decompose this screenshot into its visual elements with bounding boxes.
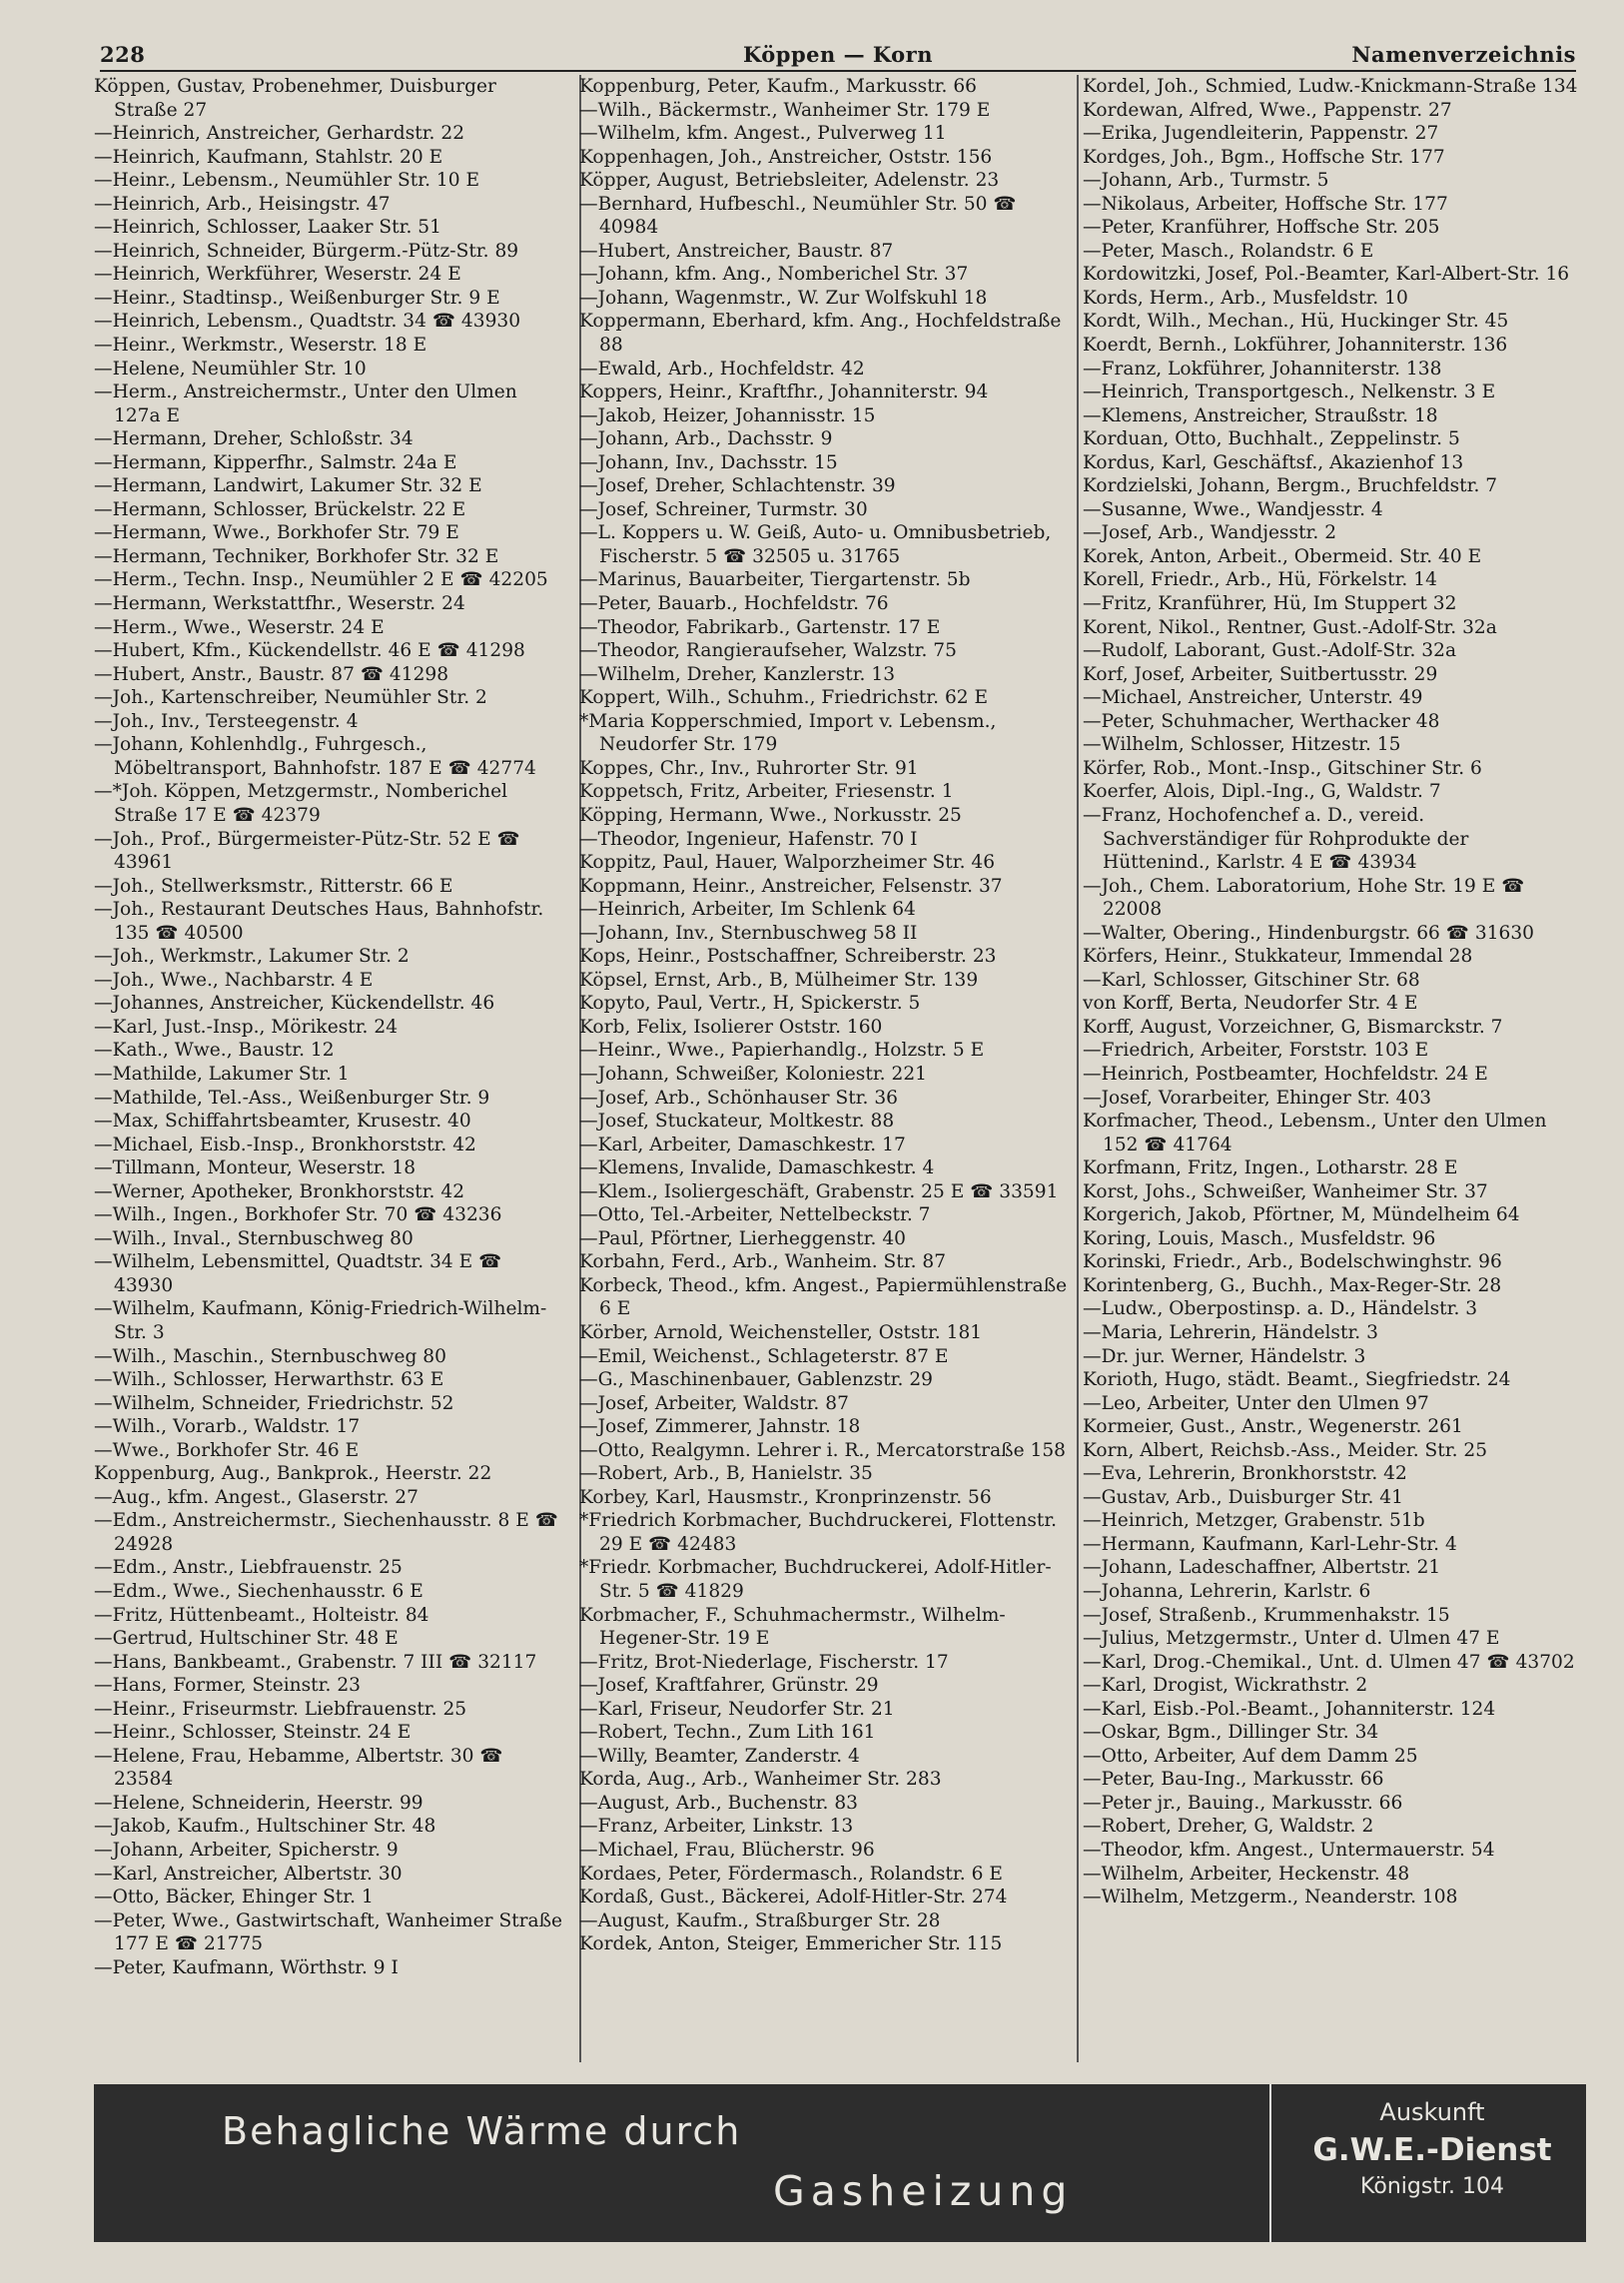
directory-entry: Körber, Arnold, Weichensteller, Oststr. 181	[579, 1321, 983, 1343]
directory-entry: Köpping, Hermann, Wwe., Norkusstr. 25	[579, 804, 962, 826]
directory-entry: —Bernhard, Hufbeschl., Neumühler Str. 50 ☎ 40984	[579, 193, 1017, 239]
directory-entry: Korduan, Otto, Buchhalt., Zeppelinstr. 5	[1083, 428, 1460, 450]
directory-entry: Koppenhagen, Joh., Anstreicher, Oststr. 156	[579, 146, 993, 168]
directory-entry: —Peter, Kaufmann, Wörthstr. 9 I	[94, 1956, 399, 1978]
advertisement-banner	[94, 2084, 1586, 2242]
directory-entry: —Josef, Schreiner, Turmstr. 30	[579, 498, 868, 520]
directory-entry: —Heinrich, Werkführer, Weserstr. 24 E	[94, 264, 461, 286]
directory-entry: —Walter, Obering., Hindenburgstr. 66 ☎ 31630	[1083, 922, 1535, 944]
directory-entry: —Wwe., Borkhofer Str. 46 E	[94, 1439, 360, 1461]
directory-entry: —Jakob, Heizer, Johannisstr. 15	[579, 404, 876, 426]
directory-entry: —Josef, Vorarbeiter, Ehinger Str. 403	[1083, 1087, 1432, 1109]
directory-entry: —Eva, Lehrerin, Bronkhorststr. 42	[1083, 1463, 1407, 1485]
directory-entry: —Peter, Bau-Ing., Markusstr. 66	[1083, 1769, 1384, 1791]
directory-entry: —Josef, Arb., Wandjesstr. 2	[1083, 522, 1337, 544]
directory-entry: —Wilh., Inval., Sternbuschweg 80	[94, 1227, 413, 1249]
directory-entry: Koppermann, Eberhard, kfm. Ang., Hochfeldstraße 88	[579, 311, 1062, 357]
directory-entry: —Johann, Kohlenhdlg., Fuhrgesch., Möbeltransport, Bahnhofstr. 187 E ☎ 42774	[94, 734, 536, 779]
directory-entry: Kordowitzki, Josef, Pol.-Beamter, Karl-Albert-Str. 16	[1083, 264, 1570, 286]
directory-entry: Koppenburg, Peter, Kaufm., Markusstr. 66	[579, 76, 978, 97]
directory-entry: —Marinus, Bauarbeiter, Tiergartenstr. 5b	[579, 569, 971, 591]
directory-entry: —Hermann, Techniker, Borkhofer Str. 32 E	[94, 545, 499, 567]
directory-entry: —Robert, Arb., B, Hanielstr. 35	[579, 1463, 873, 1485]
directory-entry: —Nikolaus, Arbeiter, Hoffsche Str. 177	[1083, 193, 1448, 215]
ad-headline-1: Behagliche Wärme durch	[222, 2109, 742, 2153]
directory-entry: —Peter, Wwe., Gastwirtschaft, Wanheimer Straße 177 E ☎ 21775	[94, 1909, 563, 1955]
directory-entry: —Peter, Bauarb., Hochfeldstr. 76	[579, 593, 889, 615]
directory-entry: —Edm., Wwe., Siechenhausstr. 6 E	[94, 1581, 423, 1602]
directory-entry: —Helene, Neumühler Str. 10	[94, 358, 367, 380]
directory-entry: —Kath., Wwe., Baustr. 12	[94, 1040, 335, 1062]
directory-entry: —August, Kaufm., Straßburger Str. 28	[579, 1909, 941, 1931]
directory-entry: —L. Koppers u. W. Geiß, Auto- u. Omnibusbetrieb, Fischerstr. 5 ☎ 32505 u. 31765	[579, 522, 1052, 567]
directory-entry: —Josef, Stuckateur, Moltkestr. 88	[579, 1111, 895, 1133]
directory-entry: Korek, Anton, Arbeit., Obermeid. Str. 40 E	[1083, 545, 1482, 567]
directory-entry: Korb, Felix, Isolierer Oststr. 160	[579, 1016, 883, 1038]
directory-entry: —Erika, Jugendleiterin, Pappenstr. 27	[1083, 123, 1439, 145]
directory-entry: —Johann, Wagenmstr., W. Zur Wolfskuhl 18	[579, 287, 988, 309]
directory-entry: —Wilh., Vorarb., Waldstr. 17	[94, 1416, 361, 1438]
directory-entry: —Karl, Eisb.-Pol.-Beamt., Johanniterstr. 124	[1083, 1698, 1496, 1720]
directory-entry: —Johann, Inv., Dachsstr. 15	[579, 451, 838, 473]
directory-entry: —Johann, Ladeschaffner, Albertstr. 21	[1083, 1557, 1441, 1579]
directory-entry: —Johann, Arb., Turmstr. 5	[1083, 170, 1329, 192]
directory-entry: Köpper, August, Betriebsleiter, Adelenstr. 23	[579, 170, 1000, 192]
directory-entry: —Joh., Inv., Tersteegenstr. 4	[94, 710, 359, 732]
directory-entry: —August, Arb., Buchenstr. 83	[579, 1792, 859, 1814]
directory-entry: —Wilhelm, Dreher, Kanzlerstr. 13	[579, 663, 896, 685]
directory-entry: —Heinrich, Metzger, Grabenstr. 51b	[1083, 1510, 1425, 1532]
ad-divider	[1269, 2084, 1271, 2242]
directory-entry: —Werner, Apotheker, Bronkhorststr. 42	[94, 1180, 465, 1202]
directory-entry: —Heinr., Friseurmstr. Liebfrauenstr. 25	[94, 1698, 467, 1720]
ad-info-label: Auskunft	[1379, 2098, 1485, 2126]
directory-entry: —Heinrich, Kaufmann, Stahlstr. 20 E	[94, 146, 443, 168]
directory-entry: —Karl, Just.-Insp., Mörikestr. 24	[94, 1016, 399, 1038]
ad-info-company: G.W.E.-Dienst	[1312, 2132, 1552, 2168]
directory-entry: —Maria, Lehrerin, Händelstr. 3	[1083, 1321, 1378, 1343]
directory-entry: —Wilhelm, Metzgerm., Neanderstr. 108	[1083, 1887, 1458, 1908]
directory-entry: Koerdt, Bernh., Lokführer, Johanniterstr. 136	[1083, 335, 1508, 357]
directory-entry: —Wilh., Bäckermstr., Wanheimer Str. 179 E	[579, 99, 991, 121]
directory-entry: —Karl, Drog.-Chemikal., Unt. d. Ulmen 47 ☎ 43702	[1083, 1651, 1575, 1673]
directory-entry: —Franz, Arbeiter, Linkstr. 13	[579, 1816, 854, 1838]
directory-entry: —Friedrich, Arbeiter, Forststr. 103 E	[1083, 1040, 1429, 1062]
directory-entry: Kordzielski, Johann, Bergm., Bruchfeldstr. 7	[1083, 475, 1498, 497]
directory-entry: —Heinrich, Lebensm., Quadtstr. 34 ☎ 43930	[94, 311, 521, 333]
directory-entry: Koppetsch, Fritz, Arbeiter, Friesenstr. 1	[579, 781, 954, 803]
directory-entry: —Otto, Realgymn. Lehrer i. R., Mercatorstraße 158	[579, 1439, 1066, 1461]
directory-entry: Korff, August, Vorzeichner, G, Bismarckstr. 7	[1083, 1016, 1503, 1038]
directory-entry: —Heinrich, Postbeamter, Hochfeldstr. 24 E	[1083, 1063, 1488, 1085]
directory-entry: —Heinr., Schlosser, Steinstr. 24 E	[94, 1722, 411, 1744]
directory-entry: —Michael, Eisb.-Insp., Bronkhorststr. 42	[94, 1134, 476, 1155]
directory-entry: Korinski, Friedr., Arb., Bodelschwinghstr. 96	[1083, 1251, 1502, 1273]
directory-entry: —Peter, Schuhmacher, Werthacker 48	[1083, 710, 1440, 732]
directory-entry: Koppers, Heinr., Kraftfhr., Johanniterstr. 94	[579, 381, 989, 403]
directory-entry: —Herm., Techn. Insp., Neumühler 2 E ☎ 42205	[94, 569, 548, 591]
directory-entry: —Max, Schiffahrtsbeamter, Krusestr. 40	[94, 1111, 471, 1133]
page-number: 228	[100, 42, 146, 67]
directory-entry: —Hermann, Schlosser, Brückelstr. 22 E	[94, 498, 466, 520]
directory-entry: —Peter jr., Bauing., Markusstr. 66	[1083, 1792, 1403, 1814]
directory-entry: Korbey, Karl, Hausmstr., Kronprinzenstr. 56	[579, 1486, 992, 1508]
directory-entry: —Peter, Kranführer, Hoffsche Str. 205	[1083, 217, 1440, 239]
directory-entry: Köppen, Gustav, Probenehmer, Duisburger Straße 27	[94, 76, 496, 121]
directory-entry: —Wilh., Schlosser, Herwarthstr. 63 E	[94, 1369, 444, 1391]
directory-entry: Kops, Heinr., Postschaffner, Schreiberstr. 23	[579, 946, 997, 968]
directory-entry: —Willy, Beamter, Zanderstr. 4	[579, 1745, 860, 1767]
directory-entry: —Wilhelm, kfm. Angest., Pulverweg 11	[579, 123, 947, 145]
directory-entry: —Johanna, Lehrerin, Karlstr. 6	[1083, 1581, 1371, 1602]
directory-entry: Korbeck, Theod., kfm. Angest., Papiermühlenstraße 6 E	[579, 1274, 1068, 1320]
ad-info-address: Königstr. 104	[1360, 2174, 1504, 2199]
directory-entry: —Gustav, Arb., Duisburger Str. 41	[1083, 1486, 1403, 1508]
directory-entry: —Heinr., Wwe., Papierhandlg., Holzstr. 5 E	[579, 1040, 985, 1062]
directory-entry: —Karl, Friseur, Neudorfer Str. 21	[579, 1698, 895, 1720]
directory-entry: —Fritz, Hüttenbeamt., Holteistr. 84	[94, 1604, 429, 1626]
directory-entry: —Theodor, Rangieraufseher, Walzstr. 75	[579, 640, 957, 662]
directory-columns	[94, 75, 1582, 2062]
directory-entry: —Herm., Wwe., Weserstr. 24 E	[94, 616, 385, 638]
directory-entry: —Oskar, Bgm., Dillinger Str. 34	[1083, 1722, 1379, 1744]
directory-entry: —Johann, Arbeiter, Spicherstr. 9	[94, 1840, 399, 1862]
directory-entry: —Julius, Metzgermstr., Unter d. Ulmen 47 E	[1083, 1628, 1500, 1650]
directory-entry: —Johannes, Anstreicher, Kückendellstr. 46	[94, 993, 495, 1015]
directory-entry: Koerfer, Alois, Dipl.-Ing., G, Waldstr. 7	[1083, 781, 1441, 803]
directory-entry: —Michael, Anstreicher, Unterstr. 49	[1083, 687, 1423, 709]
directory-entry: —Heinrich, Transportgesch., Nelkenstr. 3 E	[1083, 381, 1496, 403]
directory-entry: —Rudolf, Laborant, Gust.-Adolf-Str. 32a	[1083, 640, 1457, 662]
directory-entry: —Josef, Arb., Schönhauser Str. 36	[579, 1087, 898, 1109]
directory-entry: —Otto, Tel.-Arbeiter, Nettelbeckstr. 7	[579, 1204, 931, 1226]
directory-entry: Korbmacher, F., Schuhmachermstr., Wilhelm-Hegener-Str. 19 E	[579, 1604, 1006, 1650]
directory-entry: —Hermann, Werkstattfhr., Weserstr. 24	[94, 593, 465, 615]
directory-entry: —Klemens, Invalide, Damaschkestr. 4	[579, 1157, 935, 1179]
directory-entry: —Johann, Arb., Dachsstr. 9	[579, 428, 833, 450]
directory-entry: —Joh., Wwe., Nachbarstr. 4 E	[94, 969, 374, 991]
directory-entry: Körfer, Rob., Mont.-Insp., Gitschiner Str. 6	[1083, 757, 1482, 779]
directory-entry: —Edm., Anstr., Liebfrauenstr. 25	[94, 1557, 403, 1579]
directory-entry: —Joh., Kartenschreiber, Neumühler Str. 2	[94, 687, 487, 709]
directory-entry: —Hubert, Anstreicher, Baustr. 87	[579, 240, 894, 262]
directory-entry: —Klemens, Anstreicher, Straußstr. 18	[1083, 404, 1438, 426]
directory-entry: Korgerich, Jakob, Pförtner, M, Mündelheim 64	[1083, 1204, 1520, 1226]
directory-entry: —Karl, Drogist, Wickrathstr. 2	[1083, 1675, 1368, 1697]
directory-entry: —Hans, Bankbeamt., Grabenstr. 7 III ☎ 32117	[94, 1651, 537, 1673]
directory-entry: —Johann, Schweißer, Koloniestr. 221	[579, 1063, 927, 1085]
directory-entry: —Theodor, kfm. Angest., Untermauerstr. 54	[1083, 1840, 1495, 1862]
directory-entry: —Helene, Schneiderin, Heerstr. 99	[94, 1792, 423, 1814]
directory-entry: Korell, Friedr., Arb., Hü, Förkelstr. 14	[1083, 569, 1437, 591]
directory-entry: —Gertrud, Hultschiner Str. 48 E	[94, 1628, 399, 1650]
directory-entry: —Peter, Masch., Rolandstr. 6 E	[1083, 240, 1374, 262]
directory-entry: —Joh., Restaurant Deutsches Haus, Bahnhofstr. 135 ☎ 40500	[94, 899, 544, 944]
directory-entry: Kordewan, Alfred, Wwe., Pappenstr. 27	[1083, 99, 1452, 121]
directory-entry: Koppmann, Heinr., Anstreicher, Felsenstr. 37	[579, 875, 1003, 897]
directory-entry: —Karl, Anstreicher, Albertstr. 30	[94, 1863, 403, 1885]
directory-entry: —Josef, Dreher, Schlachtenstr. 39	[579, 475, 896, 497]
directory-entry: —Karl, Schlosser, Gitschiner Str. 68	[1083, 969, 1420, 991]
directory-entry: Kopyto, Paul, Vertr., H, Spickerstr. 5	[579, 993, 921, 1015]
directory-entry: —Otto, Arbeiter, Auf dem Damm 25	[1083, 1745, 1418, 1767]
directory-entry: Kordaes, Peter, Fördermasch., Rolandstr. 6 E	[579, 1863, 1003, 1885]
directory-entry: —Theodor, Ingenieur, Hafenstr. 70 I	[579, 828, 918, 850]
directory-entry: Korintenberg, G., Buchh., Max-Reger-Str. 28	[1083, 1274, 1502, 1296]
directory-entry: —Fritz, Kranführer, Hü, Im Stuppert 32	[1083, 593, 1457, 615]
directory-entry: Kordel, Joh., Schmied, Ludw.-Knickmann-Straße 134	[1083, 76, 1578, 97]
directory-entry: —Josef, Arbeiter, Waldstr. 87	[579, 1392, 849, 1414]
directory-entry: Korst, Johs., Schweißer, Wanheimer Str. 37	[1083, 1180, 1488, 1202]
directory-entry: —Mathilde, Lakumer Str. 1	[94, 1063, 350, 1085]
directory-entry: Koppes, Chr., Inv., Ruhrorter Str. 91	[579, 757, 919, 779]
directory-entry: —Joh., Stellwerksmstr., Ritterstr. 66 E	[94, 875, 453, 897]
directory-entry: Korn, Albert, Reichsb.-Ass., Meider. Str. 25	[1083, 1439, 1488, 1461]
directory-entry: Kordek, Anton, Steiger, Emmericher Str. 115	[579, 1933, 1003, 1955]
directory-entry: Kordges, Joh., Bgm., Hoffsche Str. 177	[1083, 146, 1445, 168]
directory-entry: —Johann, Inv., Sternbuschweg 58 II	[579, 922, 918, 944]
directory-entry: —Helene, Frau, Hebamme, Albertstr. 30 ☎ 23584	[94, 1745, 503, 1791]
directory-entry: Kords, Herm., Arb., Musfeldstr. 10	[1083, 287, 1408, 309]
directory-entry: Korfmacher, Theod., Lebensm., Unter den Ulmen 152 ☎ 41764	[1083, 1111, 1547, 1155]
directory-entry: Korbahn, Ferd., Arb., Wanheim. Str. 87	[579, 1251, 947, 1273]
directory-entry: —Heinrich, Arbeiter, Im Schlenk 64	[579, 899, 916, 921]
directory-entry: —Hans, Former, Steinstr. 23	[94, 1675, 361, 1697]
directory-entry: —Heinrich, Arb., Heisingstr. 47	[94, 193, 391, 215]
directory-entry: —Wilhelm, Kaufmann, König-Friedrich-Wilhelm-Str. 3	[94, 1298, 547, 1343]
directory-entry: Köpsel, Ernst, Arb., B, Mülheimer Str. 139	[579, 969, 979, 991]
directory-entry: —Wilhelm, Lebensmittel, Quadtstr. 34 E ☎ 43930	[94, 1251, 502, 1296]
ad-headline-2: Gasheizung	[773, 2167, 1074, 2215]
directory-column-1	[94, 75, 563, 2062]
directory-entry: —Heinr., Lebensm., Neumühler Str. 10 E	[94, 170, 480, 192]
directory-entry: —Robert, Dreher, G, Waldstr. 2	[1083, 1816, 1374, 1838]
directory-entry: Koring, Louis, Masch., Musfeldstr. 96	[1083, 1227, 1436, 1249]
directory-entry: —Edm., Anstreichermstr., Siechenhausstr. 8 E ☎ 24928	[94, 1510, 558, 1555]
directory-entry: Korent, Nikol., Rentner, Gust.-Adolf-Str. 32a	[1083, 616, 1497, 638]
ad-info-box	[1287, 2098, 1577, 2199]
directory-entry: Korda, Aug., Arb., Wanheimer Str. 283	[579, 1769, 942, 1791]
directory-entry: Koppenburg, Aug., Bankprok., Heerstr. 22	[94, 1463, 492, 1485]
directory-entry: —G., Maschinenbauer, Gablenzstr. 29	[579, 1369, 934, 1391]
directory-entry: —Otto, Bäcker, Ehinger Str. 1	[94, 1887, 374, 1908]
directory-entry: —Fritz, Brot-Niederlage, Fischerstr. 17	[579, 1651, 949, 1673]
directory-entry: —Ludw., Oberpostinsp. a. D., Händelstr. 3	[1083, 1298, 1478, 1320]
page-header	[100, 42, 1576, 72]
directory-entry: Körfers, Heinr., Stukkateur, Immendal 28	[1083, 946, 1473, 968]
directory-entry: —Hermann, Landwirt, Lakumer Str. 32 E	[94, 475, 482, 497]
directory-entry: —Robert, Techn., Zum Lith 161	[579, 1722, 876, 1744]
page-name-range: Köppen — Korn	[742, 42, 934, 67]
directory-entry: —Ewald, Arb., Hochfeldstr. 42	[579, 358, 865, 380]
directory-entry: —Josef, Kraftfahrer, Grünstr. 29	[579, 1675, 879, 1697]
directory-entry: —Hermann, Dreher, Schloßstr. 34	[94, 428, 413, 450]
directory-entry: —Hermann, Wwe., Borkhofer Str. 79 E	[94, 522, 459, 544]
directory-entry: —Johann, kfm. Ang., Nomberichel Str. 37	[579, 264, 969, 286]
directory-entry: —Hubert, Anstr., Baustr. 87 ☎ 41298	[94, 663, 449, 685]
directory-entry: Koppitz, Paul, Hauer, Walporzheimer Str. 46	[579, 852, 996, 874]
directory-entry: —Jakob, Kaufm., Hultschiner Str. 48	[94, 1816, 436, 1838]
directory-entry: —Hermann, Kaufmann, Karl-Lehr-Str. 4	[1083, 1533, 1457, 1555]
directory-entry: —Dr. jur. Werner, Händelstr. 3	[1083, 1345, 1366, 1367]
directory-entry: von Korff, Berta, Neudorfer Str. 4 E	[1083, 993, 1418, 1015]
directory-entry: —Wilhelm, Arbeiter, Heckenstr. 48	[1083, 1863, 1410, 1885]
directory-entry: —Heinrich, Schneider, Bürgerm.-Pütz-Str. 89	[94, 240, 519, 262]
directory-entry: —Leo, Arbeiter, Unter den Ulmen 97	[1083, 1392, 1429, 1414]
directory-entry: —Wilh., Maschin., Sternbuschweg 80	[94, 1345, 446, 1367]
directory-entry: —Aug., kfm. Angest., Glaserstr. 27	[94, 1486, 418, 1508]
directory-entry: —Joh., Prof., Bürgermeister-Pütz-Str. 52 E ☎ 43961	[94, 828, 520, 874]
directory-entry: —*Joh. Köppen, Metzgermstr., Nomberichel Straße 17 E ☎ 42379	[94, 781, 508, 826]
directory-entry: —Josef, Straßenb., Krummenhakstr. 15	[1083, 1604, 1450, 1626]
directory-entry: —Wilhelm, Schneider, Friedrichstr. 52	[94, 1392, 454, 1414]
directory-entry: Korfmann, Fritz, Ingen., Lotharstr. 28 E	[1083, 1157, 1458, 1179]
directory-entry: —Wilhelm, Schlosser, Hitzestr. 15	[1083, 734, 1401, 756]
directory-entry: Kormeier, Gust., Anstr., Wegenerstr. 261	[1083, 1416, 1463, 1438]
directory-entry: —Herm., Anstreichermstr., Unter den Ulmen 127a E	[94, 381, 517, 426]
directory-entry: —Wilh., Ingen., Borkhofer Str. 70 ☎ 43236	[94, 1204, 502, 1226]
directory-entry: —Heinrich, Schlosser, Laaker Str. 51	[94, 217, 441, 239]
directory-entry: Kordaß, Gust., Bäckerei, Adolf-Hitler-Str. 274	[579, 1887, 1008, 1908]
directory-entry: *Friedrich Korbmacher, Buchdruckerei, Flottenstr. 29 E ☎ 42483	[579, 1510, 1058, 1555]
directory-entry: —Josef, Zimmerer, Jahnstr. 18	[579, 1416, 861, 1438]
section-title: Namenverzeichnis	[1351, 42, 1576, 67]
directory-entry: Kordus, Karl, Geschäftsf., Akazienhof 13	[1083, 451, 1464, 473]
directory-entry: —Joh., Chem. Laboratorium, Hohe Str. 19 E ☎ 22008	[1083, 875, 1525, 921]
directory-column-2	[579, 75, 1069, 2062]
directory-column-3	[1083, 75, 1582, 2062]
directory-entry: —Karl, Arbeiter, Damaschkestr. 17	[579, 1134, 906, 1155]
directory-entry: —Franz, Lokführer, Johanniterstr. 138	[1083, 358, 1442, 380]
directory-entry: —Theodor, Fabrikarb., Gartenstr. 17 E	[579, 616, 941, 638]
directory-entry: —Paul, Pförtner, Lierheggenstr. 40	[579, 1227, 906, 1249]
directory-entry: Korioth, Hugo, städt. Beamt., Siegfriedstr. 24	[1083, 1369, 1511, 1391]
directory-entry: —Hermann, Kipperfhr., Salmstr. 24a E	[94, 451, 457, 473]
directory-entry: —Hubert, Kfm., Kückendellstr. 46 E ☎ 41298	[94, 640, 525, 662]
directory-entry: *Maria Kopperschmied, Import v. Lebensm., Neudorfer Str. 179	[579, 710, 997, 756]
directory-entry: Koppert, Wilh., Schuhm., Friedrichstr. 62 E	[579, 687, 989, 709]
directory-entry: —Heinr., Stadtinsp., Weißenburger Str. 9 E	[94, 287, 500, 309]
directory-entry: —Emil, Weichenst., Schlageterstr. 87 E	[579, 1345, 949, 1367]
directory-entry: Korf, Josef, Arbeiter, Suitbertusstr. 29	[1083, 663, 1438, 685]
directory-entry: —Joh., Werkmstr., Lakumer Str. 2	[94, 946, 409, 968]
directory-entry: —Tillmann, Monteur, Weserstr. 18	[94, 1157, 416, 1179]
directory-entry: —Heinrich, Anstreicher, Gerhardstr. 22	[94, 123, 465, 145]
directory-entry: Kordt, Wilh., Mechan., Hü, Huckinger Str. 45	[1083, 311, 1509, 333]
directory-entry: *Friedr. Korbmacher, Buchdruckerei, Adolf-Hitler-Str. 5 ☎ 41829	[579, 1557, 1052, 1602]
directory-entry: —Mathilde, Tel.-Ass., Weißenburger Str. 9	[94, 1087, 490, 1109]
directory-entry: —Franz, Hochofenchef a. D., vereid. Sachverständiger für Rohprodukte der Hüttenind., Karlstr. 4 E ☎ 43934	[1083, 804, 1469, 874]
directory-entry: —Susanne, Wwe., Wandjesstr. 4	[1083, 498, 1383, 520]
directory-entry: —Heinr., Werkmstr., Weserstr. 18 E	[94, 335, 427, 357]
directory-entry: —Klem., Isoliergeschäft, Grabenstr. 25 E ☎ 33591	[579, 1180, 1059, 1202]
directory-entry: —Michael, Frau, Blücherstr. 96	[579, 1840, 875, 1862]
